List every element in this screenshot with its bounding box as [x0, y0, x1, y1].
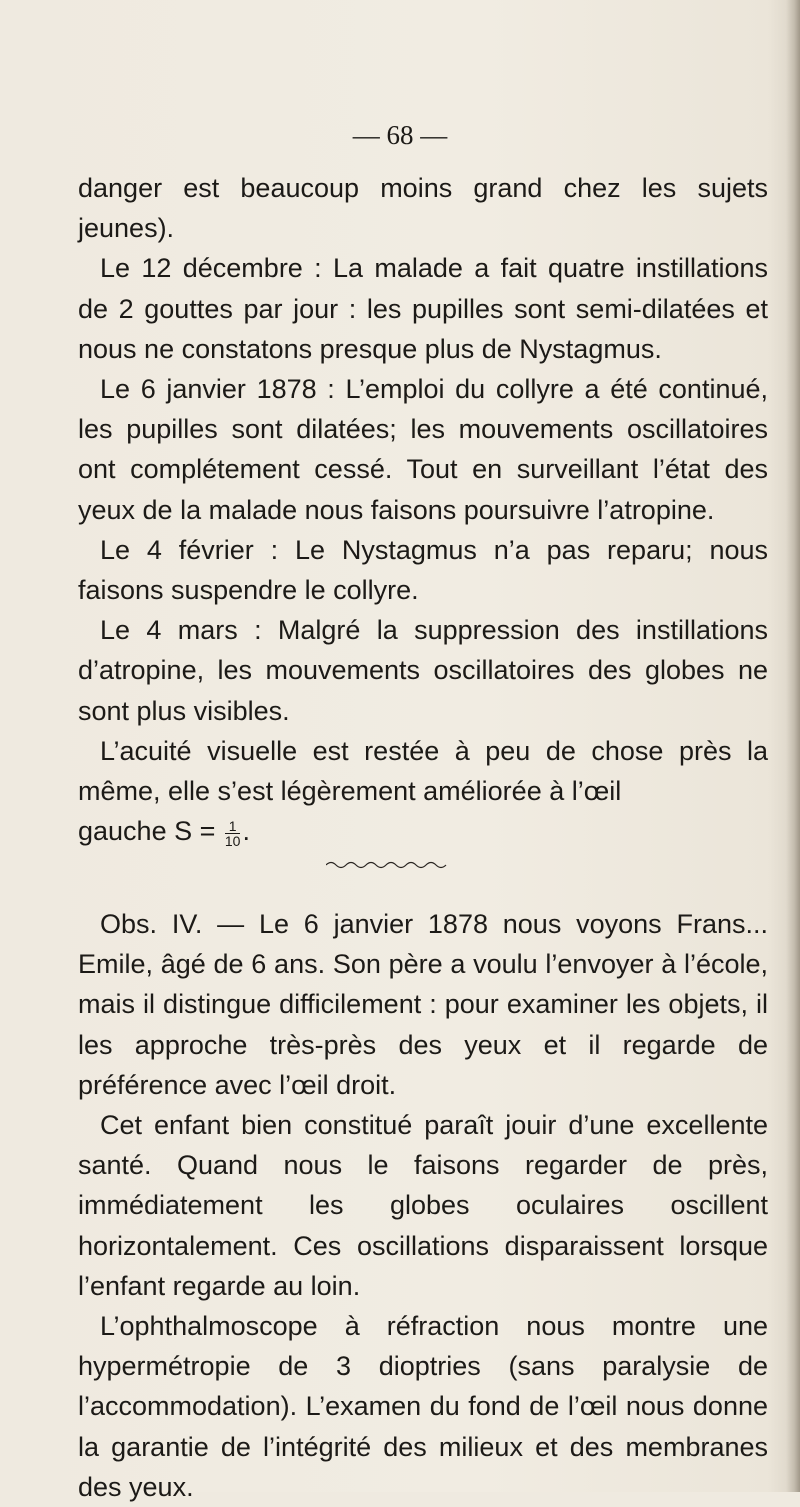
acuity-suffix: .: [242, 816, 250, 847]
acuity-fraction: [225, 819, 241, 848]
text-block-obs: [78, 904, 768, 1507]
fraction-numerator: 1: [228, 817, 237, 834]
paragraph-ophthalmoscope: L’ophthalmoscope à réfraction nous montre une hypermétropie de 3 dioptries (sans paralysie de l’accommodation). L’examen du fond de l’œil nous donne la garantie de l’intégrité des milieux et des membranes des yeux.: [78, 1311, 768, 1502]
paragraph-continuation: danger est beaucoup moins grand chez les sujets jeunes).: [78, 173, 768, 244]
page-number: — 68 —: [352, 120, 448, 150]
page-edge-shadow: [786, 0, 800, 1492]
paragraph-6-january: Le 6 janvier 1878 : L’emploi du collyre a été continué, les pupilles sont dilatées; les mouvements oscillatoires ont complétement cessé. Tout en surveillant l’état des yeux de la malade nous faisons poursuivre l’atropine.: [78, 374, 768, 525]
paragraph-obs-iv: Obs. IV. — Le 6 janvier 1878 nous voyons Frans... Emile, âgé de 6 ans. Son père a voulu l’envoyer à l’école, mais il distingue difficilement : pour examiner les objets, il les approche très-près des yeux et il regarde de préférence avec l’œil droit.: [78, 909, 768, 1100]
paragraph-health: Cet enfant bien constitué paraît jouir d’une excellente santé. Quand nous le faisons regarder de près, immédiatement les globes oculaires oscillent horizontalement. Ces oscillations disparaissent lorsque l’enfant regarde au loin.: [78, 1110, 768, 1301]
fraction-denominator: 10: [224, 832, 241, 849]
acuity-prefix: gauche S =: [78, 816, 216, 847]
wavy-separator: [326, 860, 448, 870]
paragraph-4-march: Le 4 mars : Malgré la suppression des instillations d’atropine, les mouvements oscillatoires des globes ne sont plus visibles.: [78, 615, 768, 726]
paragraph-visual-acuity: L’acuité visuelle est restée à peu de chose près la même, elle s’est légèrement améliorée à l’œil: [78, 735, 768, 807]
paragraph-4-february: Le 4 février : Le Nystagmus n’a pas reparu; nous faisons suspendre le collyre.: [78, 534, 768, 606]
text-block-top: [78, 168, 768, 851]
paragraph-12-december: Le 12 décembre : La malade a fait quatre instillations de 2 gouttes par jour : les pupilles sont semi-dilatées et nous ne constatons presque plus de Nystagmus.: [78, 253, 768, 364]
acuity-line: [78, 811, 768, 851]
